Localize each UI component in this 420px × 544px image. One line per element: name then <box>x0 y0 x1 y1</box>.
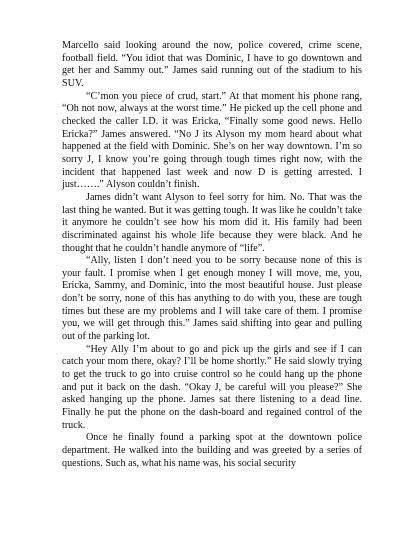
paragraph-6: Once he finally found a parking spot at the downtown police department. He walked into the building and was greeted by a series of questions. Such as, what his name was, his social security <box>62 432 362 469</box>
paragraph-1: Marcello said looking around the now, police covered, crime scene, football field. “You idiot that was Dominic, I have to go downtown and get her and Sammy out.” James said running out of the stadium to his SUV. <box>62 40 362 89</box>
body-text <box>62 40 362 470</box>
paragraph-5: “Hey Ally I’m about to go and pick up the girls and see if I can catch your mom there, okay? I’ll be home shortly.” He said slowly trying to get the truck to go into cruise control so he could hang up the phone and put it back on the dash. “Okay J, be careful will you please?” She asked hanging up the phone. James sat there listening to a dead line. Finally he put the phone on the dash-board and regained control of the truck. <box>62 343 362 431</box>
paragraph-3: James didn’t want Alyson to feel sorry for him. No. That was the last thing he wanted. But it was getting tough. It was like he couldn’t take it anymore he couldn’t see how his mom did it. His family had been discriminated against his whole life because they were black. And he thought that he couldn’t handle anymore of “life”. <box>62 191 362 254</box>
paragraph-2: “C’mon you piece of crud, start.” At that moment his phone rang, “Oh not now, always at the worst time.” He picked up the cell phone and checked the caller I.D. it was Ericka, “Finally some good news. Hello Ericka?” James answered. “No J its Alyson my mom heard about what happened at the field with Dominic. She’s on her way downtown. I’m so sorry J, I know you’re going through tough times right now, with the incident that happened last week and now D is getting arrested. I just…….” Alyson couldn’t finish. <box>62 90 362 191</box>
paragraph-4: “Ally, listen I don’t need you to be sorry because none of this is your fault. I promise when I get enough money I will move, me, you, Ericka, Sammy, and Dominic, into the most beautiful house. Just please don’t be sorry, none of this has anything to do with you, these are tough times but these are my problems and I will take care of them. I promise you, we will get through this.” James said shifting into gear and pulling out of the parking lot. <box>62 255 362 343</box>
